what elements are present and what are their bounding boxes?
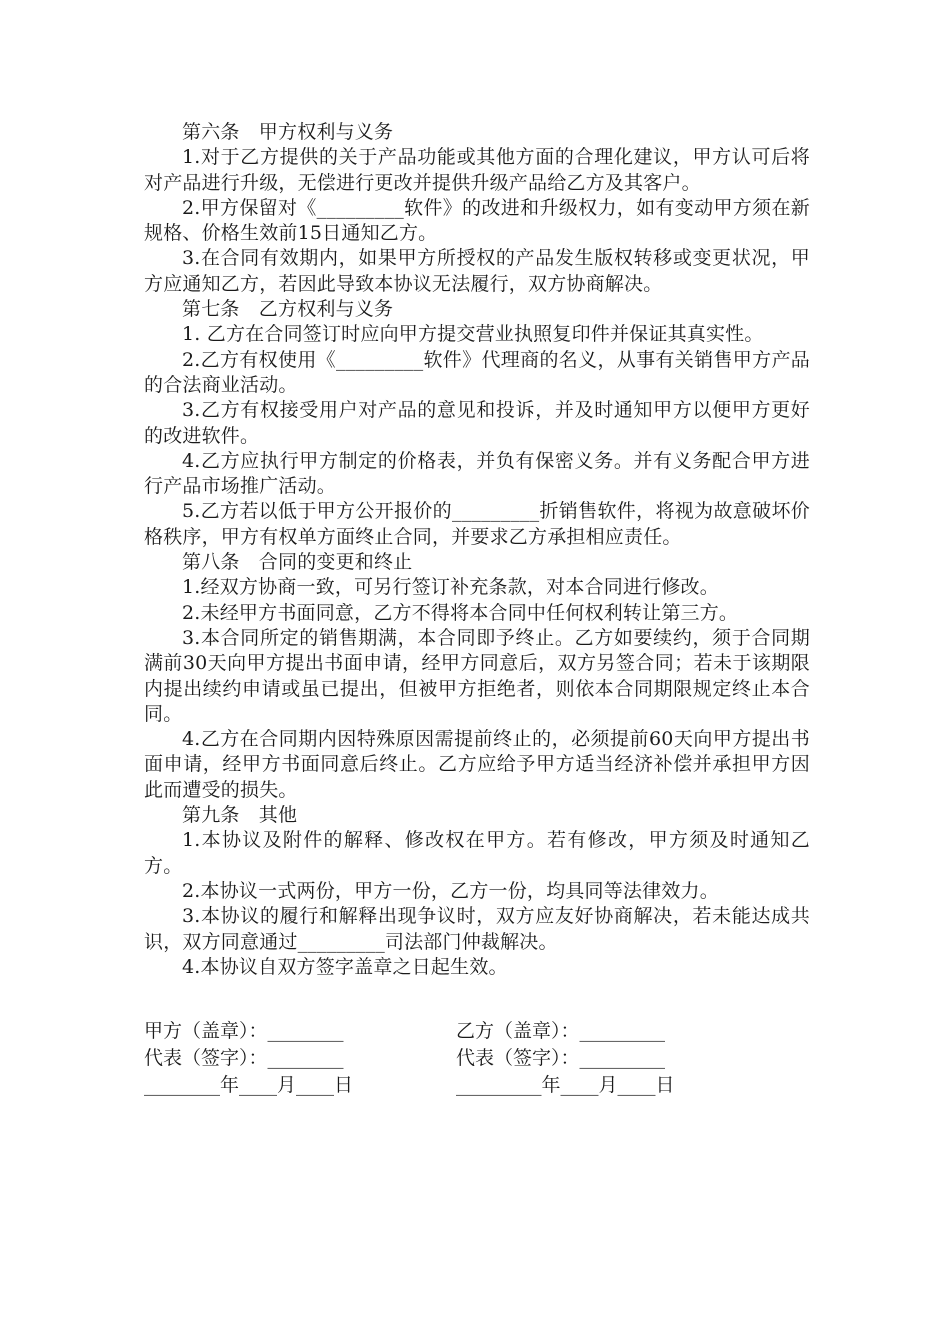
clause: 2.未经甲方书面同意，乙方不得将本合同中任何权利转让第三方。 [182,601,739,624]
clause: 4.本协议自双方签字盖章之日起生效。 [182,955,508,978]
party-b-seal: 乙方（盖章）：_________ [456,1020,666,1042]
clause: 2.甲方保留对《_________软件》的改进和升级权力，如有变动甲方须在新规格、价格生效前15日通知乙方。 [144,196,810,245]
contract-body [144,120,810,980]
clause: 3.本协议的履行和解释出现争议时，双方应友好协商解决，若未能达成共识，双方同意通过_________司法部门仲裁解决。 [144,905,810,953]
clause: 4.乙方应执行甲方制定的价格表，并负有保密义务。并有义务配合甲方进行产品市场推广活动。 [144,449,810,498]
section-heading: 第六条 甲方权利与义务 [182,121,394,143]
party-b-representative: 代表（签字）：_________ [456,1047,666,1069]
party-a-seal: 甲方（盖章）：________ [144,1020,344,1042]
representative-row [144,1045,810,1072]
clause: 2.乙方有权使用《_________软件》代理商的名义，从事有关销售甲方产品的合法商业活动。 [144,348,810,396]
clause: 1.对于乙方提供的关于产品功能或其他方面的合理化建议，甲方认可后将对产品进行升级，无偿进行更改并提供升级产品给乙方及其客户。 [144,146,810,194]
section-heading: 第九条 其他 [182,804,298,827]
clause: 1.本协议及附件的解释、修改权在甲方。若有修改，甲方须及时通知乙方。 [144,829,810,877]
section-heading: 第七条 乙方权利与义务 [182,298,394,321]
date-row [144,1072,810,1099]
section-heading: 第八条 合同的变更和终止 [182,551,413,574]
clause: 3.本合同所定的销售期满，本合同即予终止。乙方如要续约，须于合同期满前30天向甲方提出书面申请，经甲方同意后，双方另签合同；若未于该期限内提出续约申请或虽已提出，但被甲方拒绝者，则依本合同期限规定终止本合同。 [144,626,810,725]
party-b-date: _________年____月____日 [456,1074,675,1096]
clause: 5.乙方若以低于甲方公开报价的_________折销售软件，将视为故意破坏价格秩序，甲方有权单方面终止合同，并要求乙方承担相应责任。 [144,500,810,548]
clause: 3.乙方有权接受用户对产品的意见和投诉，并及时通知甲方以便甲方更好的改进软件。 [144,399,810,447]
clause: 1.经双方协商一致，可另行签订补充条款，对本合同进行修改。 [182,576,719,599]
clause: 4.乙方在合同期内因特殊原因需提前终止的，必须提前60天向甲方提出书面申请，经甲方书面同意后终止。乙方应给予甲方适当经济补偿并承担甲方因此而遭受的损失。 [144,728,810,801]
clause: 1. 乙方在合同签订时应向甲方提交营业执照复印件并保证其真实性。 [182,323,764,346]
seal-row [144,1018,810,1045]
clause: 2.本协议一式两份，甲方一份，乙方一份，均具同等法律效力。 [182,879,719,902]
party-a-date: ________年____月____日 [144,1074,354,1096]
signature-block [144,1018,810,1099]
clause: 3.在合同有效期内，如果甲方所授权的产品发生版权转移或变更状况，甲方应通知乙方，若因此导致本协议无法履行，双方协商解决。 [144,247,810,295]
party-a-representative: 代表（签字）：________ [144,1047,344,1069]
